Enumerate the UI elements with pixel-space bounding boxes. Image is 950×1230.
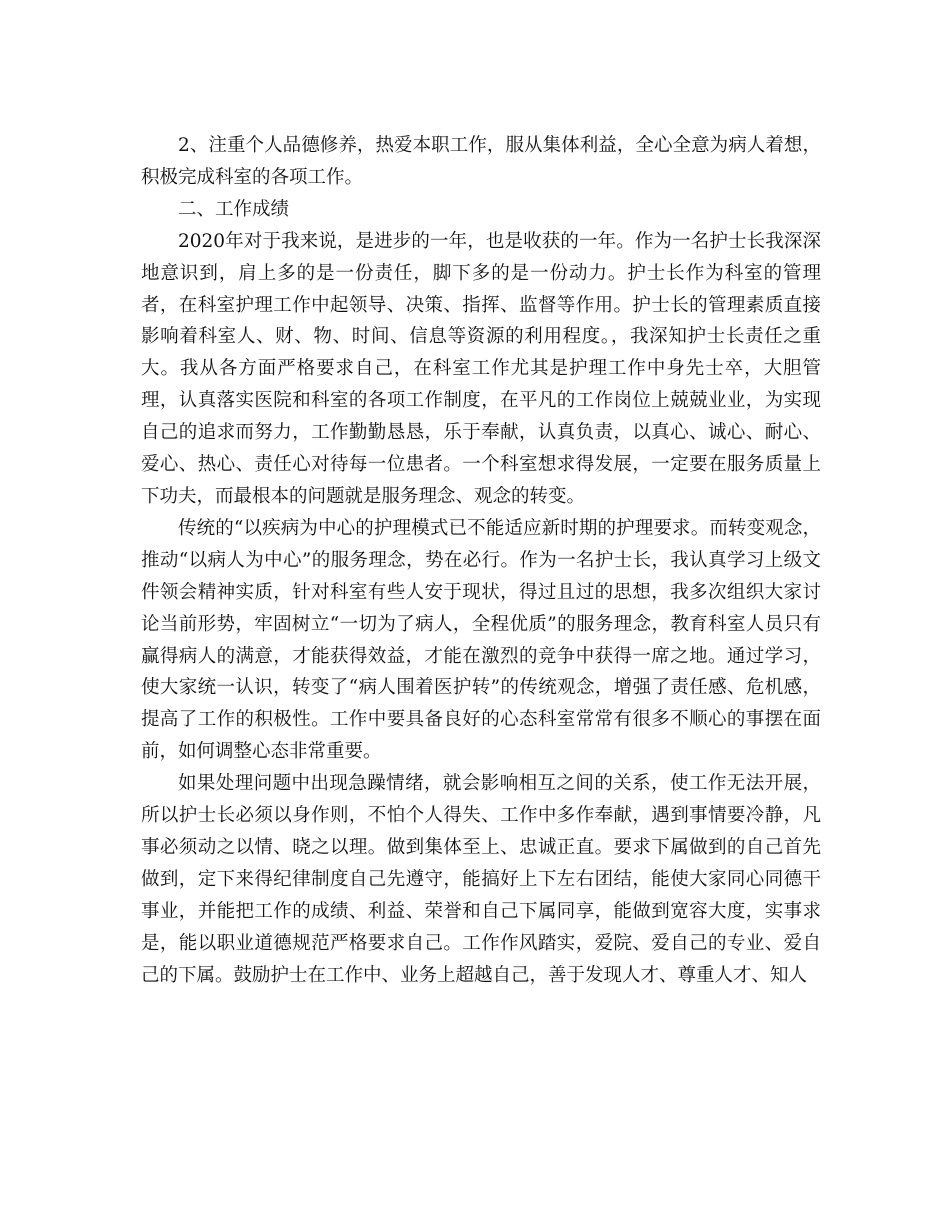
paragraph-1: 2、注重个人品德修养，热爱本职工作，服从集体利益，全心全意为病人着想，积极完成科室的各项工作。 xyxy=(141,135,821,188)
section-heading: 二、工作成绩 xyxy=(178,198,290,220)
paragraph-3: 传统的“以疾病为中心的护理模式已不能适应新时期的护理要求。而转变观念，推动“以病人为中心”的服务理念，势在必行。作为一名护士长，我认真学习上级文件领会精神实质，针对科室有些人安于现状，得过且过的思想，我多次组织大家讨论当前形势，牢固树立“一切为了病人，全程优质”的服务理念，教育科室人员只有赢得病人的满意，才能获得效益，才能在激烈的竞争中获得一席之地。通过学习，使大家统一认识，转变了“病人围着医护转”的传统观念，增强了责任感、危机感，提高了工作的积极性。工作中要具备良好的心态科室常常有很多不顺心的事摆在面前，如何调整心态非常重要。 xyxy=(141,517,821,763)
paragraph-4: 如果处理问题中出现急躁情绪，就会影响相互之间的关系，使工作无法开展，所以护士长必须以身作则，不怕个人得失、工作中多作奉献，遇到事情要冷静，凡事必须动之以情、晓之以理。做到集体至上、忠诚正直。要求下属做到的自己首先做到，定下来得纪律制度自己先遵守，能搞好上下左右团结，能使大家同心同德干事业，并能把工作的成绩、利益、荣誉和自己下属同享，能做到宽容大度，实事求是，能以职业道德规范严格要求自己。工作作风踏实，爱院、爱自己的专业、爱自己的下属。鼓励护士在工作中、业务上超越自己，善于发现人才、尊重人才、知人 xyxy=(141,773,821,986)
document-body xyxy=(141,130,821,991)
paragraph-2: 2020年对于我来说，是进步的一年，也是收获的一年。作为一名护士长我深深地意识到，肩上多的是一份责任，脚下多的是一份动力。护士长作为科室的管理者，在科室护理工作中起领导、决策、指挥、监督等作用。护士长的管理素质直接影响着科室人、财、物、时间、信息等资源的利用程度。，我深知护士长责任之重大。我从各方面严格要求自己，在科室工作尤其是护理工作中身先士卒，大胆管理，认真落实医院和科室的各项工作制度，在平凡的工作岗位上兢兢业业，为实现自己的追求而努力，工作勤勤恳恳，乐于奉献，认真负责，以真心、诚心、耐心、爱心、热心、责任心对待每一位患者。一个科室想求得发展，一定要在服务质量上下功夫，而最根本的问题就是服务理念、观念的转变。 xyxy=(141,230,821,507)
